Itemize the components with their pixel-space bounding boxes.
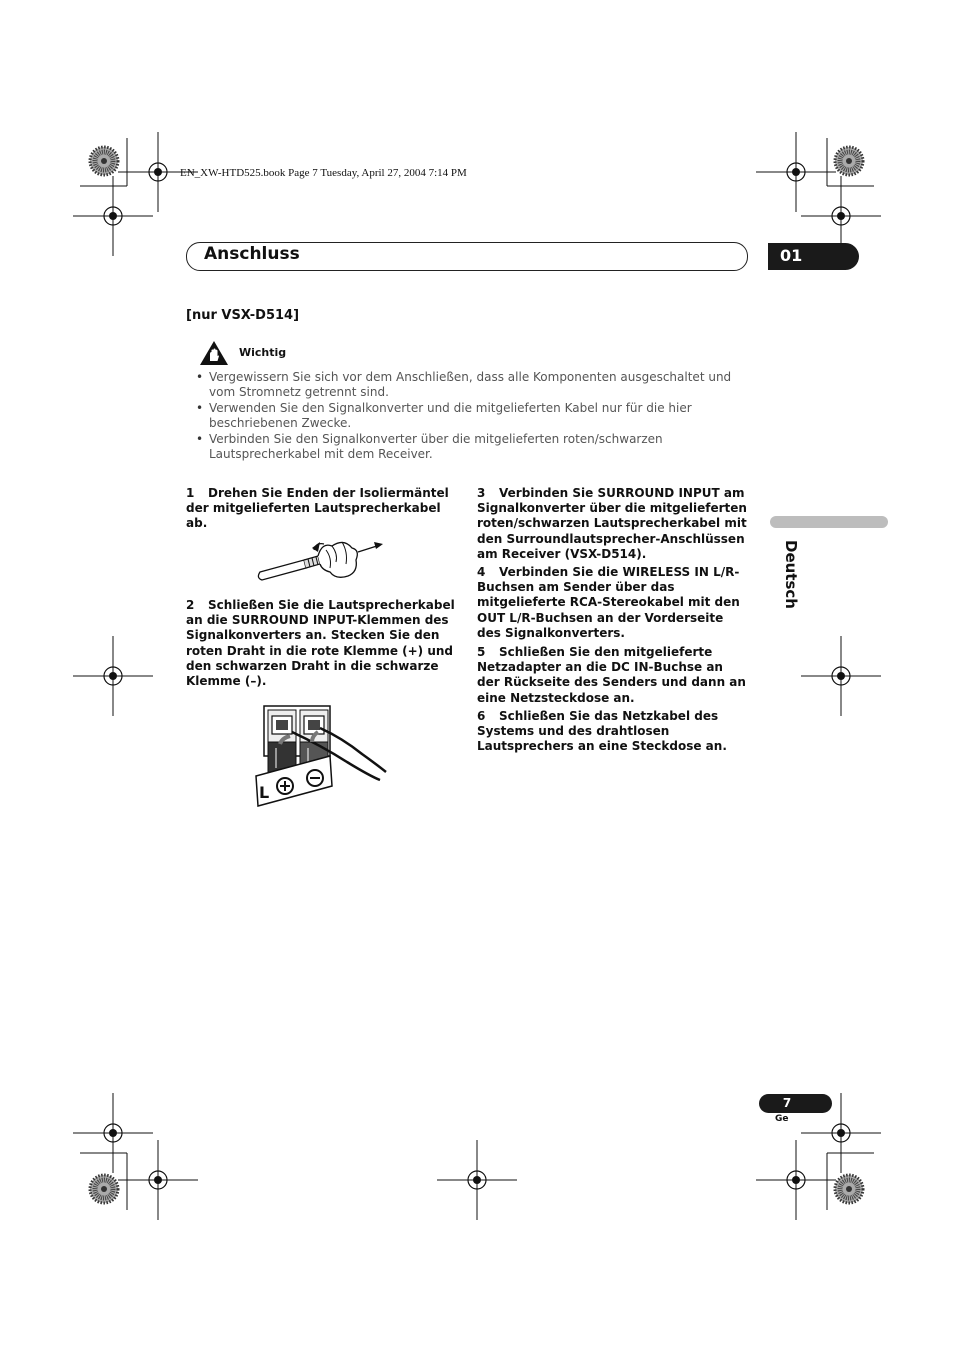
warning-hand-icon — [199, 340, 229, 366]
terminal-label: L — [259, 783, 270, 802]
warning-item: • Verwenden Sie den Signalkonverter und die mitgelieferten Kabel nur für die hier beschriebenen Zwecke. — [196, 401, 741, 432]
section-title: Anschluss — [204, 244, 300, 264]
print-file-line: EN_XW-HTD525.book Page 7 Tuesday, April 27, 2004 7:14 PM — [180, 167, 467, 179]
step-4: 4 Verbinden Sie die WIRELESS IN L/R-Buchsen am Sender über das mitgelieferte RCA-Stereokabel mit den OUT L/R-Buchsen an der Vorderseite des Signalkonverters. — [477, 565, 740, 640]
warning-item: • Vergewissern Sie sich vor dem Anschließen, dass alle Komponenten ausgeschaltet und vom Stromnetz getrennt sind. — [196, 370, 741, 401]
warning-label: Wichtig — [239, 346, 287, 359]
speaker-terminal-illustration — [252, 702, 392, 808]
chapter-number: 01 — [780, 246, 803, 265]
step-2: 2 Schließen Sie die Lautsprecherkabel an die SURROUND INPUT-Klemmen des Signalkonverters an. Stecken Sie den roten Draht in die rote Klemme (+) und den schwarzen Draht in die schwarze Klemme (–). — [186, 598, 455, 689]
page-language-code: Ge — [775, 1114, 789, 1124]
warning-item: • Verbinden Sie den Signalkonverter über die mitgelieferten roten/schwarzen Lautsprecherkabel mit dem Receiver. — [196, 432, 741, 463]
step-5: 5 Schließen Sie den mitgelieferte Netzadapter an die DC IN-Buchse an der Rückseite des Senders und dann an eine Netzsteckdose an. — [477, 645, 746, 705]
step-6: 6 Schließen Sie das Netzkabel des Systems und des drahtlosen Lautsprechers an eine Steckdose an. — [477, 709, 727, 754]
language-label: Deutsch — [782, 540, 800, 609]
model-subheading: [nur VSX-D514] — [186, 308, 300, 323]
step-3: 3 Verbinden Sie SURROUND INPUT am Signalkonverter über die mitgelieferten roten/schwarzen Lautsprecherkabel mit den Surroundlautsprecher-Anschlüssen am Receiver (VSX-D514). — [477, 486, 747, 561]
warning-list — [196, 370, 741, 462]
page-number: 7 — [782, 1096, 792, 1110]
language-tab — [770, 516, 888, 528]
cable-stripping-illustration — [252, 528, 387, 586]
step-1: 1 Drehen Sie Enden der Isoliermäntel der mitgelieferten Lautsprecherkabel ab. — [186, 486, 449, 531]
